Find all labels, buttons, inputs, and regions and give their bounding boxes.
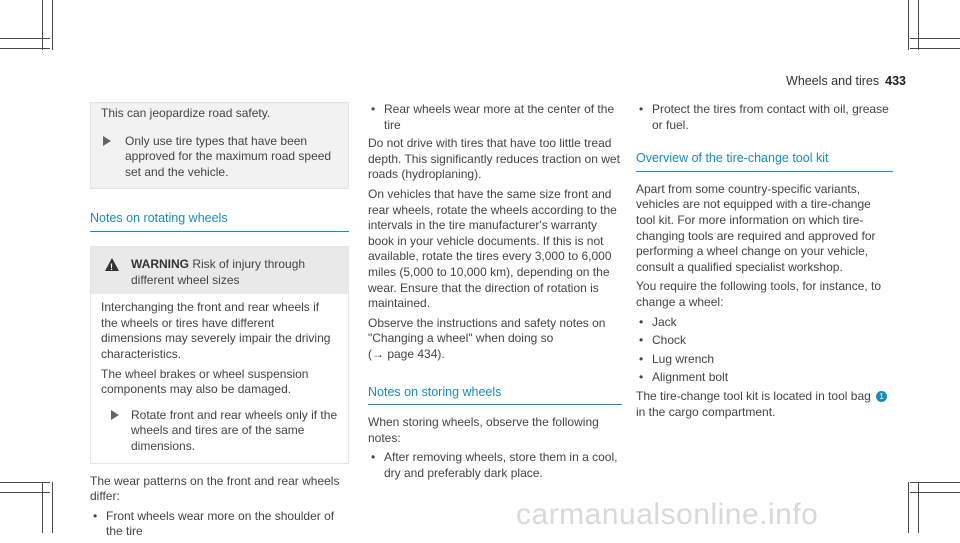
- note-box: [90, 102, 349, 189]
- list-item: • Chock: [636, 333, 893, 349]
- column-3: [636, 102, 893, 424]
- warning-box: [90, 246, 349, 464]
- column-2: [368, 102, 622, 484]
- section-heading: Overview of the tire-change tool kit: [636, 151, 893, 172]
- crop-mark: [52, 482, 53, 533]
- paragraph: [368, 316, 622, 363]
- crop-mark: [918, 482, 919, 533]
- item-number-badge: 1: [876, 391, 887, 402]
- crop-mark: [52, 0, 53, 50]
- paragraph: You require the following tools, for instance, to change a wheel:: [636, 279, 882, 309]
- warning-title: Risk of injury through different wheel sizes: [131, 256, 306, 287]
- warning-label: WARNING: [131, 256, 189, 271]
- warning-body: Interchanging the front and rear wheels if the wheels or tires have different dimensions may severely impair the driving characteristics.: [101, 300, 331, 361]
- arrow-right-icon: [103, 136, 111, 146]
- instruction-text: Only use tire types that have been approved for the maximum road speed set and the vehicle.: [125, 133, 332, 179]
- crop-mark: [910, 48, 960, 49]
- list-item: • Alignment bolt: [636, 370, 893, 386]
- column-1: [90, 102, 349, 543]
- crop-mark: [908, 482, 909, 533]
- warning-body: The wheel brakes or wheel suspension components may also be damaged.: [101, 366, 309, 397]
- paragraph: Do not drive with tires that have too little tread depth. This significantly reduces traction on wet roads (hydroplaning).: [368, 136, 620, 182]
- list-item: • Jack: [636, 315, 893, 331]
- watermark: carmanualsonline.info: [516, 498, 819, 531]
- list-item: • After removing wheels, store them in a cool, dry and preferably dark place.: [368, 450, 622, 481]
- arrow-right-icon: [111, 410, 119, 420]
- list-item: • Rear wheels wear more at the center of the tire: [368, 102, 622, 133]
- paragraph: Apart from some country-specific variants, vehicles are not equipped with a tire-change tool kit. For more information on which tire-changing tools are required and approved for performing a wheel change on your vehicle, consult a qualified specialist workshop.: [636, 181, 876, 274]
- paragraph: The wear patterns on the front and rear wheels differ:: [90, 473, 340, 504]
- paragraph-text: in the cargo compartment.: [636, 404, 776, 419]
- paragraph: On vehicles that have the same size front and rear wheels, rotate the wheels according to the intervals in the tire manufacturer's warranty book in your vehicle documents. If this is not available, rotate the tires every 3,000 to 6,000 miles (5,000 to 10,000 km), depending on the wear. Ensure that the direction of rotation is maintained.: [368, 186, 617, 311]
- page-number: 433: [885, 74, 906, 88]
- crop-mark: [908, 0, 909, 50]
- instruction-row: [101, 134, 338, 181]
- section-heading: Notes on rotating wheels: [90, 211, 349, 232]
- page-reference-link[interactable]: (→ page 434).: [368, 346, 445, 361]
- list-item: • Lug wrench: [636, 352, 893, 368]
- warning-header: [91, 247, 348, 294]
- paragraph: When storing wheels, observe the following notes:: [368, 415, 599, 445]
- warning-icon: [105, 258, 119, 271]
- paragraph-text: The tire-change tool kit is located in tool bag: [636, 388, 871, 403]
- paragraph: [636, 389, 893, 420]
- section-heading: Notes on storing wheels: [368, 385, 622, 406]
- crop-mark: [42, 482, 43, 533]
- crop-mark: [0, 48, 50, 49]
- instruction-text: Rotate front and rear wheels only if the wheels and tires are of the same dimensions.: [131, 407, 338, 453]
- crop-mark: [918, 0, 919, 50]
- note-text: This can jeopardize road safety.: [101, 106, 271, 120]
- section-title: Wheels and tires: [786, 74, 880, 88]
- crop-mark: [42, 0, 43, 50]
- instruction-row: [101, 408, 338, 455]
- crop-mark: [0, 492, 50, 493]
- list-item: • Protect the tires from contact with oil, grease or fuel.: [636, 102, 893, 133]
- list-item: • Front wheels wear more on the shoulder of the tire: [90, 509, 349, 540]
- paragraph-text: Observe the instructions and safety notes on "Changing a wheel" when doing so: [368, 315, 606, 346]
- crop-mark: [910, 492, 960, 493]
- running-header: [786, 74, 906, 88]
